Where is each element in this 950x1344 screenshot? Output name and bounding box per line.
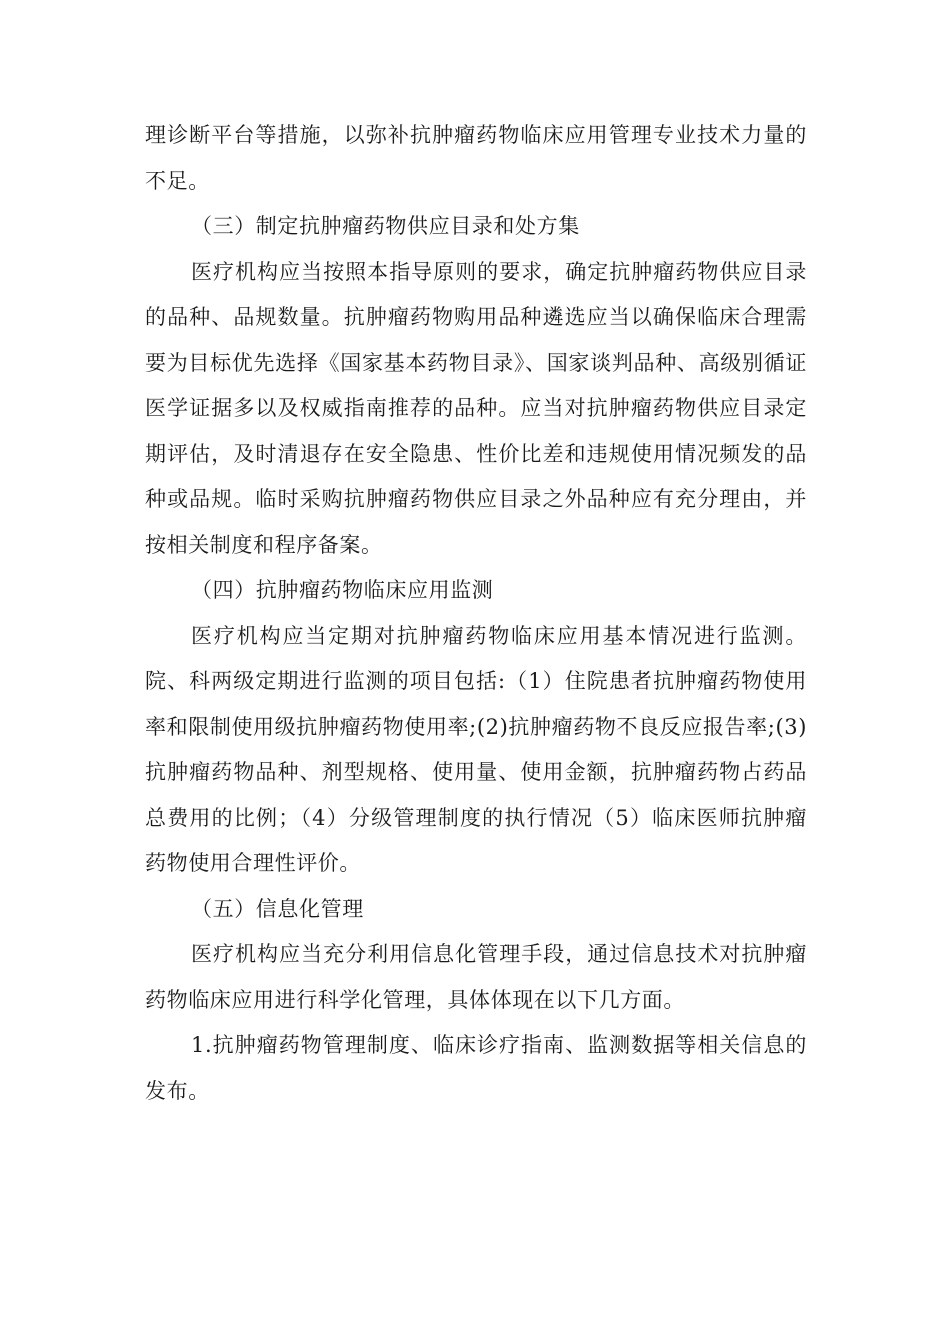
body-paragraph-monitoring: 医疗机构应当定期对抗肿瘤药物临床应用基本情况进行监测。院、科两级定期进行监测的项目包括:（1）住院患者抗肿瘤药物使用率和限制使用级抗肿瘤药物使用率;(2)抗肿瘤药物不良反应报告率;(3)抗肿瘤药物品种、剂型规格、使用量、使用金额，抗肿瘤药物占药品总费用的比例；（4）分级管理制度的执行情况（5）临床医师抗肿瘤药物使用合理性评价。 xyxy=(145,623,807,875)
section-heading-3: （三）制定抗肿瘤药物供应目录和处方集 xyxy=(191,214,580,238)
section-heading-4: （四）抗肿瘤药物临床应用监测 xyxy=(191,578,494,602)
body-paragraph-item-1: 1.抗肿瘤药物管理制度、临床诊疗指南、监测数据等相关信息的发布。 xyxy=(145,1033,807,1103)
document-body xyxy=(145,113,807,1114)
continuation-paragraph: 理诊断平台等措施，以弥补抗肿瘤药物临床应用管理专业技术力量的不足。 xyxy=(145,123,807,193)
body-paragraph-supply-catalog: 医疗机构应当按照本指导原则的要求，确定抗肿瘤药物供应目录的品种、品规数量。抗肿瘤药物购用品种遴选应当以确保临床合理需要为目标优先选择《国家基本药物目录》、国家谈判品种、高级别循证医学证据多以及权威指南推荐的品种。应当对抗肿瘤药物供应目录定期评估，及时清退存在安全隐患、性价比差和违规使用情况频发的品种或品规。临时采购抗肿瘤药物供应目录之外品种应有充分理由，并按相关制度和程序备案。 xyxy=(145,259,807,557)
body-paragraph-informatization: 医疗机构应当充分利用信息化管理手段，通过信息技术对抗肿瘤药物临床应用进行科学化管理，具体体现在以下几方面。 xyxy=(145,942,807,1012)
section-heading-5: （五）信息化管理 xyxy=(191,896,364,921)
